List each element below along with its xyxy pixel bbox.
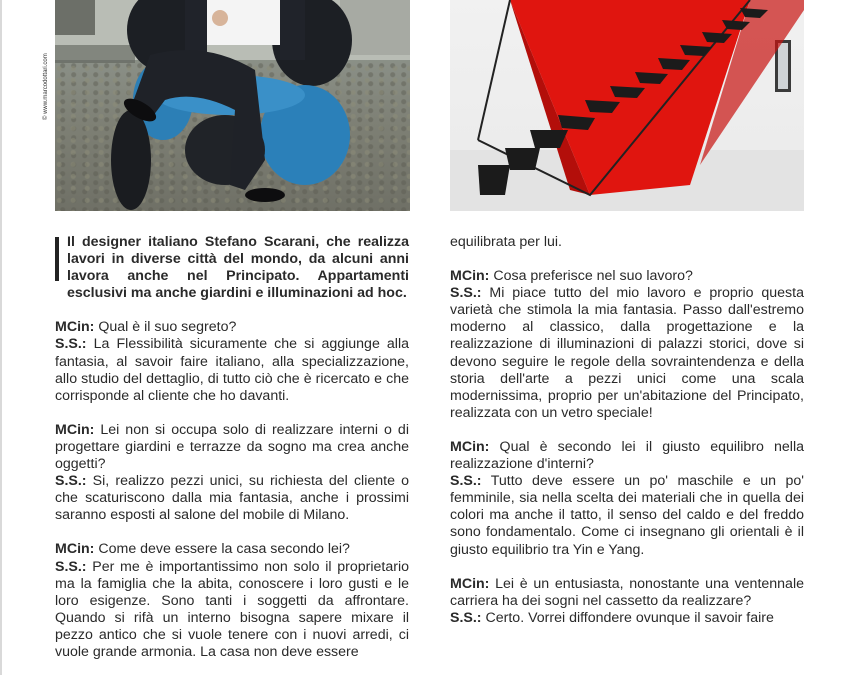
question-label: MCin: — [55, 319, 95, 336]
left-column — [55, 234, 409, 678]
question-text: Qual è il suo segreto? — [98, 319, 237, 336]
answer-text: Tutto deve essere un po' maschile e un po' femminile, sia nella scelta dei materiali che in quella dei colori ma anche il tatto, il senso del caldo e del freddo sono fondamentalo. Come ci insegnano gli orientali è il giusto equilibrio tra Yin e Yang. — [450, 473, 804, 558]
question-text: Qual è secondo lei il giusto equilibro nella realizzazione d'interni? — [450, 438, 804, 473]
answer-text: Si, realizzo pezzi unici, su richiesta del cliente o che scaturiscono dalla mia fantasia, anche i prossimi saranno esposti al salone del mobile di Milano. — [55, 473, 409, 524]
designer-illustration — [55, 0, 410, 211]
right-column — [450, 234, 804, 644]
continuation-text: equilibrata per lui. — [450, 234, 562, 250]
answer-label: S.S.: — [55, 473, 87, 490]
answer-text: Certo. Vorrei diffondere ovunque il savoir faire — [485, 609, 774, 626]
staircase-photo — [450, 0, 804, 211]
staircase-illustration — [450, 0, 804, 211]
photo-credit: © www.marcodottari.com — [43, 53, 49, 120]
page-edge — [0, 0, 2, 675]
qa-block — [55, 319, 409, 404]
answer-label: S.S.: — [450, 285, 482, 302]
qa-block — [450, 576, 804, 627]
question-label: MCin: — [450, 438, 490, 455]
question-text: Lei è un entusiasta, nonostante una ventennale carriera ha dei sogni nel cassetto da realizzare? — [450, 575, 804, 609]
qa-block — [450, 268, 804, 422]
answer-text: La Flessibilità sicuramente che si aggiunge alla fantasia, al savoir faire italiano, alla specializzazione, allo studio del dettaglio, di tutto ciò che è ricercato e che corrisponde al cliente che ho davanti. — [55, 336, 409, 404]
qa-block — [55, 541, 409, 661]
qa-block — [450, 439, 804, 559]
question-label: MCin: — [55, 541, 95, 558]
intro-paragraph: Il designer italiano Stefano Scarani, che realizza lavori in diverse città del mondo, da alcuni anni lavora anche nel Principato. Appartamenti esclusivi ma anche giardini e illuminazioni ad hoc. — [55, 234, 409, 302]
question-label: MCin: — [450, 268, 490, 285]
designer-photo — [55, 0, 410, 211]
answer-text: Mi piace tutto del mio lavoro e proprio questa varietà che stimola la mia fantasia. Passo dall'estremo moderno al classico, dalla progettazione e la realizzazione di illuminazioni di palazzi storici, dove si devono seguire le regole della sovraintendenza e della storia dell'arte a pezzi unici come una scala modernissima, proprio per un'abitazione del Principato, realizzata con un vetro speciale! — [450, 285, 804, 421]
question-label: MCin: — [450, 575, 490, 592]
answer-label: S.S.: — [450, 473, 482, 490]
qa-block — [55, 422, 409, 525]
question-text: Cosa preferisce nel suo lavoro? — [493, 268, 693, 285]
question-text: Lei non si occupa solo di realizzare interni o di progettare giardini e terrazze da sogno ma crea anche oggetti? — [55, 421, 409, 473]
question-text: Come deve essere la casa secondo lei? — [98, 541, 350, 558]
answer-text: Per me è importantissimo non solo il proprietario ma la famiglia che la abita, conoscere i loro gusti e le loro esigenze. Sono tanti i soggetti da affrontare. Quando si rifà un interno bisogna sapere mixare il pezzo antico che si vuole tenere con i nuovi arredi, ci vuole grande armonia. La casa non deve essere — [55, 558, 409, 660]
answer-label: S.S.: — [450, 609, 482, 626]
question-label: MCin: — [55, 421, 95, 438]
answer-label: S.S.: — [55, 336, 87, 353]
answer-label: S.S.: — [55, 558, 87, 575]
